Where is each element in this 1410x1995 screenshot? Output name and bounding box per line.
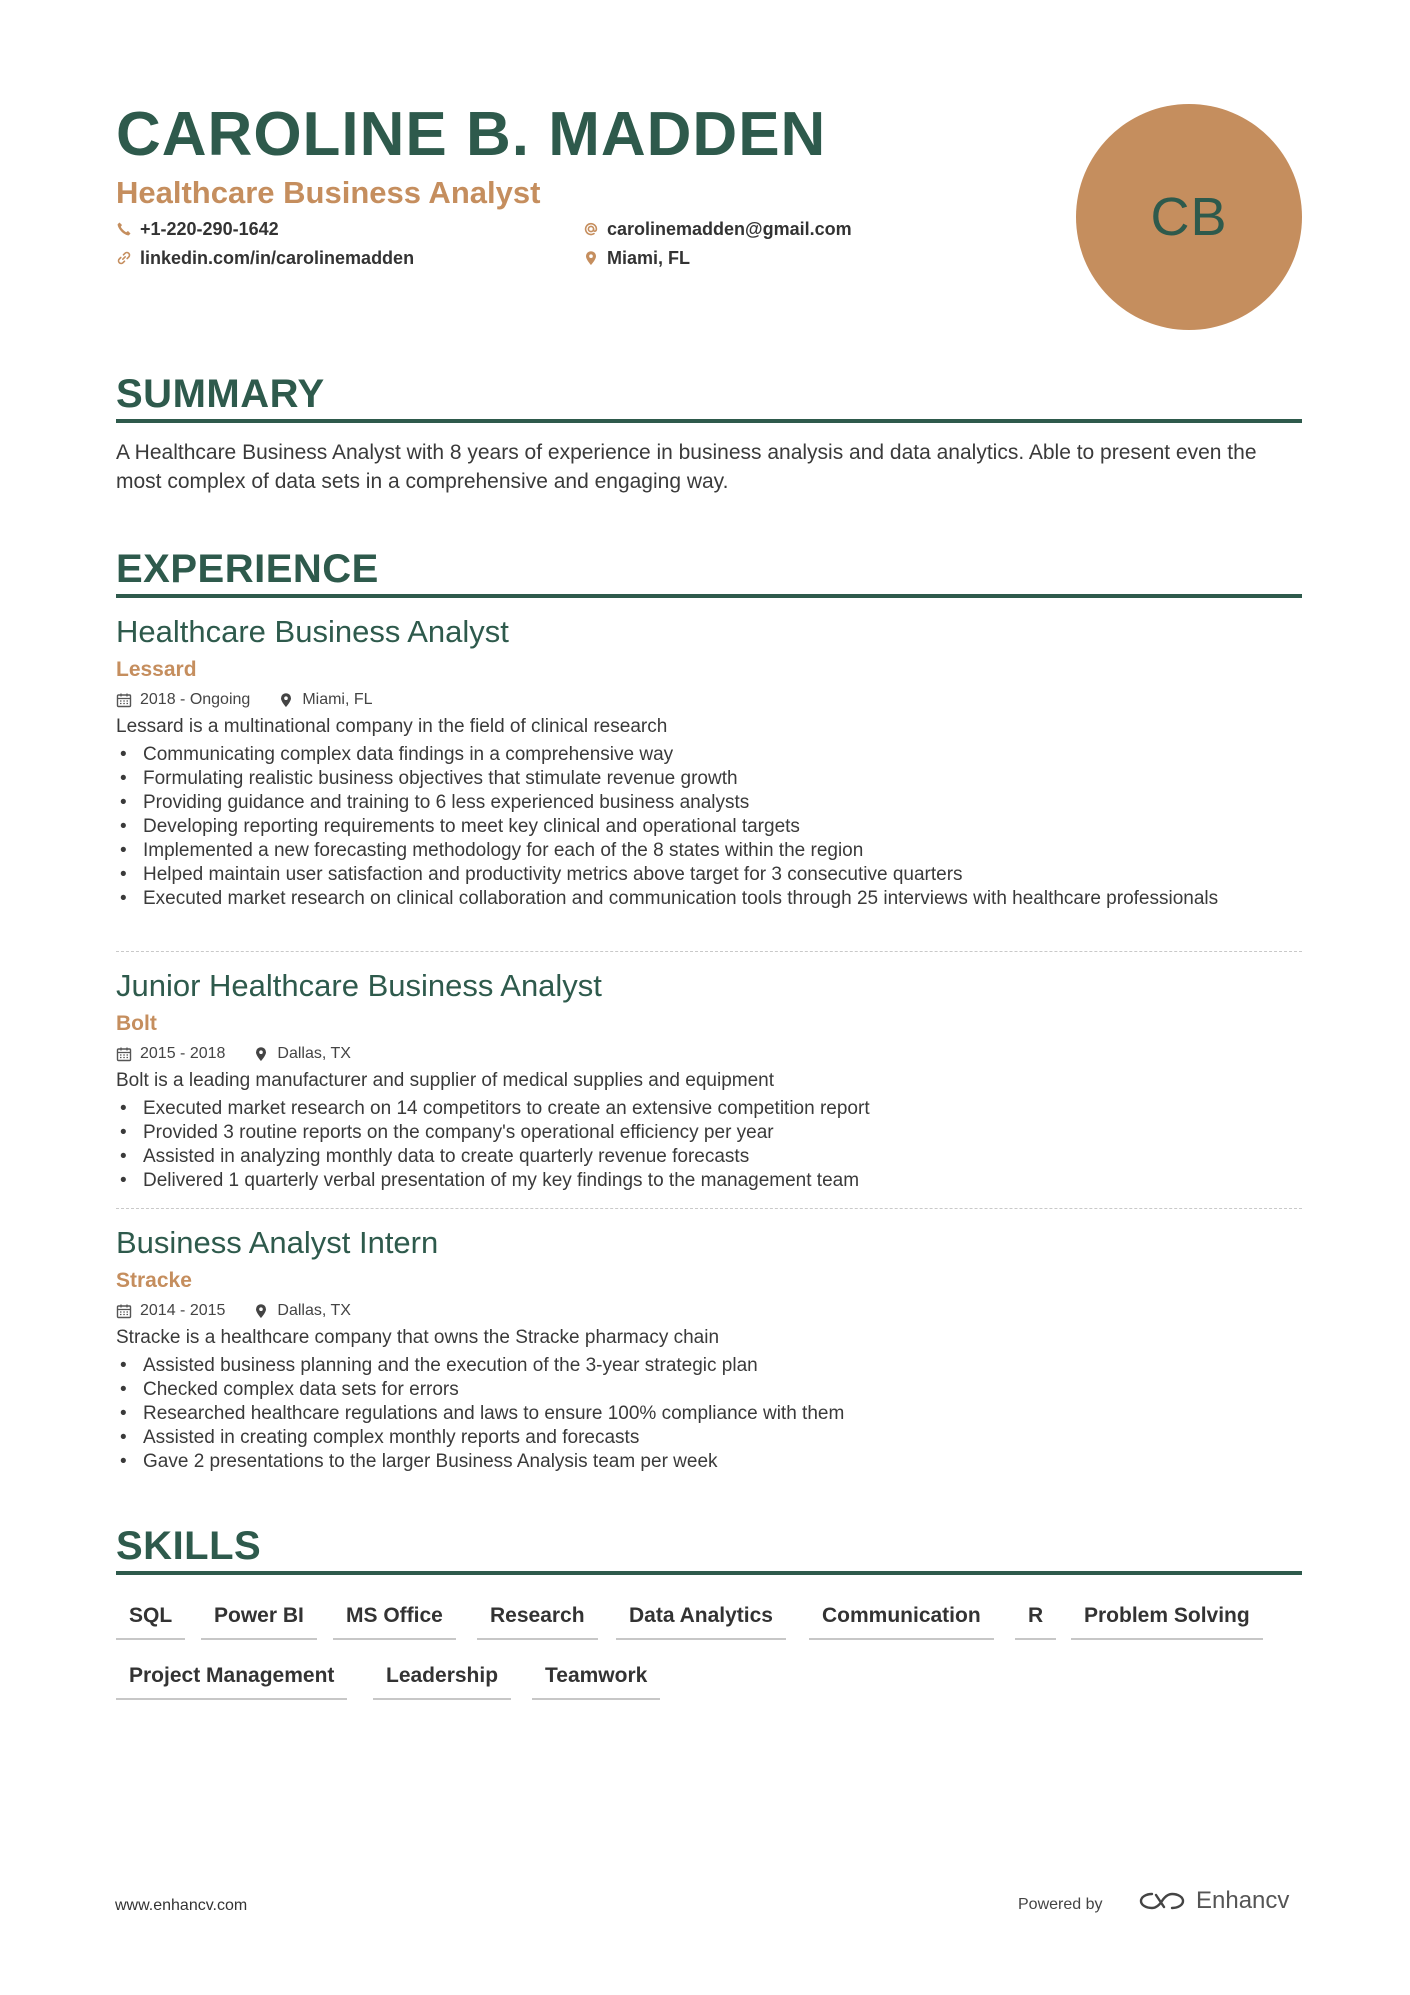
job-bullet: • Delivered 1 quarterly verbal presentation of my key findings to the management team: [116, 1169, 1306, 1193]
job-company: Stracke: [116, 1269, 192, 1292]
job-bullet: • Checked complex data sets for errors: [116, 1378, 1306, 1402]
contact-email[interactable]: [583, 217, 852, 241]
job-location: Dallas, TX: [277, 1302, 351, 1319]
skill-tag: Research: [477, 1602, 598, 1640]
calendar-icon: [116, 692, 132, 708]
job-bullet: • Providing guidance and training to 6 less experienced business analysts: [116, 791, 1306, 815]
job-company: Lessard: [116, 658, 197, 681]
calendar-icon: [116, 1046, 132, 1062]
skill-tag: R: [1015, 1602, 1056, 1640]
summary-text: A Healthcare Business Analyst with 8 years of experience in business analysis and data analytics. Able to present even the most complex of data sets in a comprehensive and engaging way.: [116, 441, 1257, 493]
job-bullet: • Assisted business planning and the execution of the 3-year strategic plan: [116, 1354, 1306, 1378]
contact-linkedin[interactable]: [116, 246, 414, 270]
contact-location: [583, 246, 690, 270]
job-bullet: • Developing reporting requirements to meet key clinical and operational targets: [116, 815, 1306, 839]
skills-heading: SKILLS: [116, 1524, 262, 1568]
skill-tag: MS Office: [333, 1602, 456, 1640]
footer-powered-by: Powered by: [1018, 1896, 1103, 1913]
job-company: Bolt: [116, 1012, 157, 1035]
linkedin-text: linkedin.com/in/carolinemadden: [140, 248, 415, 268]
job-bullet: • Assisted in creating complex monthly reports and forecasts: [116, 1426, 1306, 1450]
experience-heading: EXPERIENCE: [116, 547, 379, 591]
at-icon: [583, 221, 599, 237]
skill-tag: SQL: [116, 1602, 185, 1640]
job-title: Junior Healthcare Business Analyst: [116, 968, 602, 1003]
job-description: Lessard is a multinational company in the field of clinical research: [116, 716, 668, 737]
job-bullet: • Implemented a new forecasting methodology for each of the 8 states within the region: [116, 839, 1306, 863]
location-pin-icon: [253, 1046, 269, 1062]
footer-website[interactable]: www.enhancv.com: [115, 1897, 248, 1914]
job-bullets: [116, 1097, 1306, 1193]
phone-text: +1-220-290-1642: [140, 219, 279, 239]
job-bullet: • Executed market research on 14 competitors to create an extensive competition report: [116, 1097, 1306, 1121]
footer-brand[interactable]: [1138, 1885, 1289, 1917]
job-separator: [116, 951, 1302, 952]
summary-heading: SUMMARY: [116, 372, 325, 416]
job-meta: [116, 689, 373, 711]
job-bullet: • Helped maintain user satisfaction and productivity metrics above target for 3 consecutive quarters: [116, 863, 1306, 887]
enhancv-logo-icon: [1138, 1888, 1186, 1914]
skills-divider: [116, 1571, 1302, 1575]
skill-tag: Leadership: [373, 1662, 511, 1700]
location-pin-icon: [583, 250, 599, 266]
job-location: Dallas, TX: [277, 1045, 351, 1062]
job-bullet: • Formulating realistic business objectives that stimulate revenue growth: [116, 767, 1306, 791]
job-bullet: • Gave 2 presentations to the larger Business Analysis team per week: [116, 1450, 1306, 1474]
job-bullet: • Executed market research on clinical collaboration and communication tools through 25 interviews with healthcare professionals: [116, 887, 1306, 911]
job-title: Business Analyst Intern: [116, 1225, 439, 1260]
location-pin-icon: [253, 1303, 269, 1319]
candidate-name: CAROLINE B. MADDEN: [116, 100, 827, 169]
job-separator: [116, 1208, 1302, 1209]
skill-tag: Communication: [809, 1602, 994, 1640]
job-title: Healthcare Business Analyst: [116, 614, 509, 649]
skill-tag: Project Management: [116, 1662, 347, 1700]
phone-icon: [116, 221, 132, 237]
experience-divider: [116, 594, 1302, 598]
job-description: Stracke is a healthcare company that owns the Stracke pharmacy chain: [116, 1327, 720, 1348]
skill-tag: Power BI: [201, 1602, 317, 1640]
job-bullet: • Provided 3 routine reports on the company's operational efficiency per year: [116, 1121, 1306, 1145]
job-bullets: [116, 1354, 1306, 1474]
skill-tag: Data Analytics: [616, 1602, 786, 1640]
job-bullet: • Assisted in analyzing monthly data to create quarterly revenue forecasts: [116, 1145, 1306, 1169]
job-meta: [116, 1043, 351, 1065]
avatar-initials: CB: [1150, 187, 1228, 247]
summary-divider: [116, 419, 1302, 423]
job-bullet: • Communicating complex data findings in a comprehensive way: [116, 743, 1306, 767]
job-dates: 2015 - 2018: [140, 1045, 226, 1062]
skill-tag: Problem Solving: [1071, 1602, 1263, 1640]
job-dates: 2014 - 2015: [140, 1302, 226, 1319]
location-text: Miami, FL: [607, 248, 691, 268]
job-bullet: • Researched healthcare regulations and laws to ensure 100% compliance with them: [116, 1402, 1306, 1426]
skill-tag: Teamwork: [532, 1662, 660, 1700]
avatar: [1076, 104, 1302, 330]
contact-phone[interactable]: [116, 217, 279, 241]
job-dates: 2018 - Ongoing: [140, 691, 251, 708]
location-pin-icon: [278, 692, 294, 708]
job-description: Bolt is a leading manufacturer and supplier of medical supplies and equipment: [116, 1070, 775, 1091]
calendar-icon: [116, 1303, 132, 1319]
candidate-title: Healthcare Business Analyst: [116, 175, 541, 210]
job-bullets: [116, 743, 1306, 911]
job-location: Miami, FL: [302, 691, 373, 708]
email-text: carolinemadden@gmail.com: [607, 219, 852, 239]
link-icon: [116, 250, 132, 266]
footer-brand-name: Enhancv: [1196, 1887, 1290, 1914]
job-meta: [116, 1300, 351, 1322]
